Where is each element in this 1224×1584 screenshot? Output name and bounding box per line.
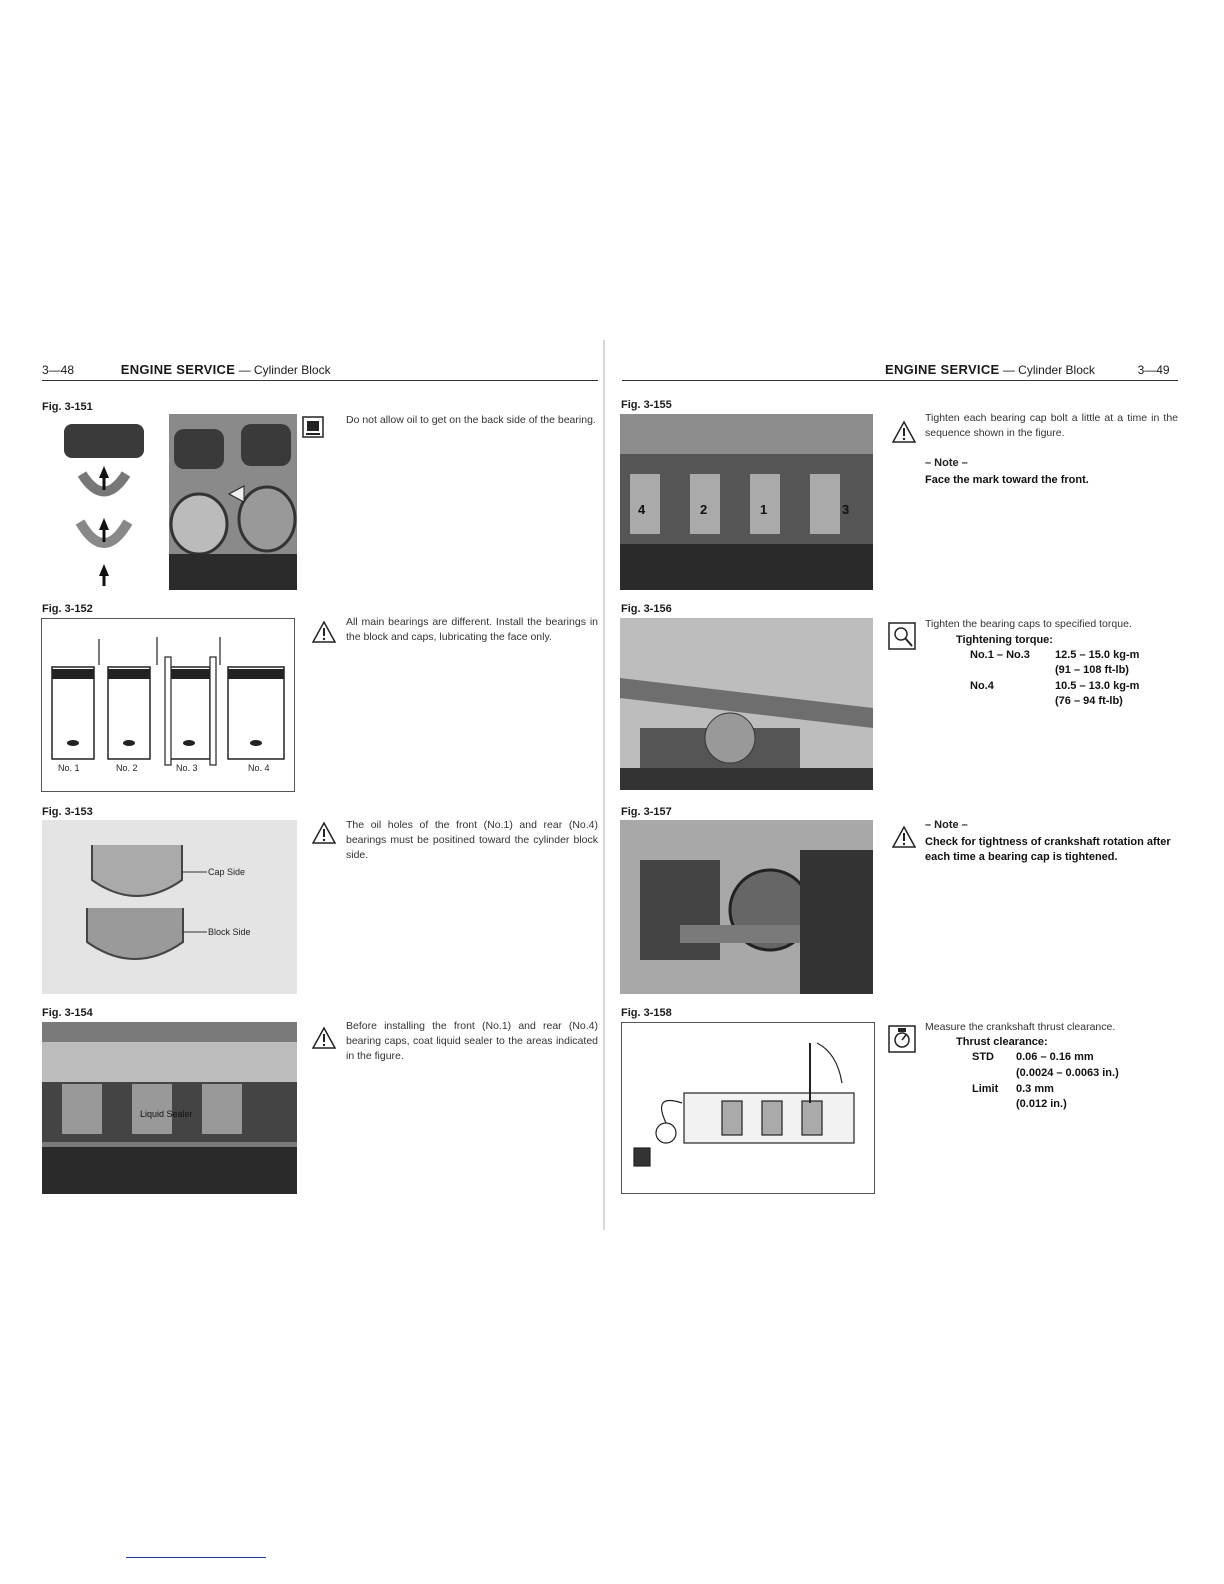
fig-label: Fig. 3-155 (621, 399, 672, 411)
bearing-label-4: No. 4 (248, 763, 270, 773)
fig-label: Fig. 3-153 (42, 806, 93, 818)
spec-name: STD (972, 1051, 994, 1063)
right-section-subtitle: — Cylinder Block (1002, 363, 1095, 377)
fig-3-151-text: Do not allow oil to get on the back side of the bearing. (346, 414, 596, 426)
left-section-title: ENGINE SERVICE (120, 362, 236, 377)
bearing-orientation-photo (42, 414, 167, 590)
sequence-number: 4 (638, 502, 646, 517)
bearing-label-2: No. 2 (116, 763, 138, 773)
torque-wrench-icon (888, 622, 916, 650)
spec-name: Limit (972, 1083, 999, 1095)
right-page-number: 3—49 (1137, 363, 1170, 377)
fig-label: Fig. 3-157 (621, 806, 672, 818)
spec-alt: (0.0024 – 0.0063 in.) (1016, 1067, 1119, 1079)
measure-icon (888, 1025, 916, 1053)
fig-label: Fig. 3-158 (621, 1007, 672, 1019)
fig-3-154-text: Before installing the front (No.1) and rear (No.4) bearing caps, coat liquid sealer to the areas indicated in the figure. (346, 1020, 598, 1062)
spec-name: No.4 (970, 680, 994, 692)
fig-3-158-text: Measure the crankshaft thrust clearance. (925, 1021, 1116, 1033)
fig-label: Fig. 3-154 (42, 1007, 93, 1019)
spec-value: 10.5 – 13.0 kg-m (1055, 680, 1140, 692)
liquid-sealer-label: Liquid Sealer (140, 1109, 193, 1119)
footer-link-underline[interactable] (126, 1557, 266, 1558)
fig-3-156-text: Tighten the bearing caps to specified torque. (925, 618, 1132, 630)
book-spine (603, 340, 605, 1230)
bearing-label-1: No. 1 (58, 763, 80, 773)
spec-alt: (76 – 94 ft-lb) (1055, 695, 1123, 707)
note-title: – Note – (925, 819, 968, 831)
bearing-cap-sequence-photo (620, 414, 873, 590)
bearing-label-3: No. 3 (176, 763, 198, 773)
fig-label: Fig. 3-152 (42, 603, 93, 615)
left-section-subtitle: — Cylinder Block (238, 363, 331, 377)
caution-triangle-icon (312, 620, 334, 642)
block-bearing-photo (169, 414, 297, 590)
fig-3-155-text: Tighten each bearing cap bolt a little at a time in the sequence shown in the figure. (925, 412, 1178, 439)
spec-alt: (91 – 108 ft-lb) (1055, 664, 1129, 676)
note-body: Face the mark toward the front. (925, 474, 1089, 486)
fig-3-152-text: All main bearings are different. Install the bearings in the block and caps, lubricating the face only. (346, 616, 598, 643)
caution-triangle-icon (892, 420, 914, 442)
fig-label: Fig. 3-151 (42, 401, 93, 413)
crankshaft-rotation-photo (620, 820, 873, 994)
torque-spec-title: Tightening torque: (956, 634, 1053, 646)
spec-alt: (0.012 in.) (1016, 1098, 1067, 1110)
bearing-cap-block-photo (42, 820, 297, 994)
thrust-spec-title: Thrust clearance: (956, 1036, 1048, 1048)
caution-triangle-icon (312, 1026, 334, 1048)
no-oil-icon (302, 416, 324, 438)
note-body: Check for tightness of crankshaft rotation after each time a bearing cap is tightened. (925, 836, 1171, 863)
sequence-number: 1 (760, 502, 768, 517)
sequence-number: 2 (700, 502, 708, 517)
right-section-title: ENGINE SERVICE (885, 362, 1000, 377)
block-side-label: Block Side (208, 927, 251, 937)
right-header-rule (622, 380, 1178, 381)
spec-value: 0.06 – 0.16 mm (1016, 1051, 1094, 1063)
left-header-rule (42, 380, 598, 381)
fig-label: Fig. 3-156 (621, 603, 672, 615)
spec-name: No.1 – No.3 (970, 649, 1030, 661)
main-bearings-drawing (41, 618, 295, 792)
left-page-number: 3—48 (42, 363, 75, 377)
fig-3-153-text: The oil holes of the front (No.1) and rear (No.4) bearings must be positined toward the cylinder block side. (346, 819, 598, 861)
torque-wrench-photo (620, 618, 873, 790)
sequence-number: 3 (842, 502, 850, 517)
liquid-sealer-photo (42, 1022, 297, 1194)
thrust-clearance-drawing (621, 1022, 875, 1194)
cap-side-label: Cap Side (208, 867, 246, 877)
spec-value: 12.5 – 15.0 kg-m (1055, 649, 1140, 661)
caution-triangle-icon (892, 825, 914, 847)
note-title: – Note – (925, 457, 968, 469)
caution-triangle-icon (312, 821, 334, 843)
spec-value: 0.3 mm (1016, 1083, 1054, 1095)
